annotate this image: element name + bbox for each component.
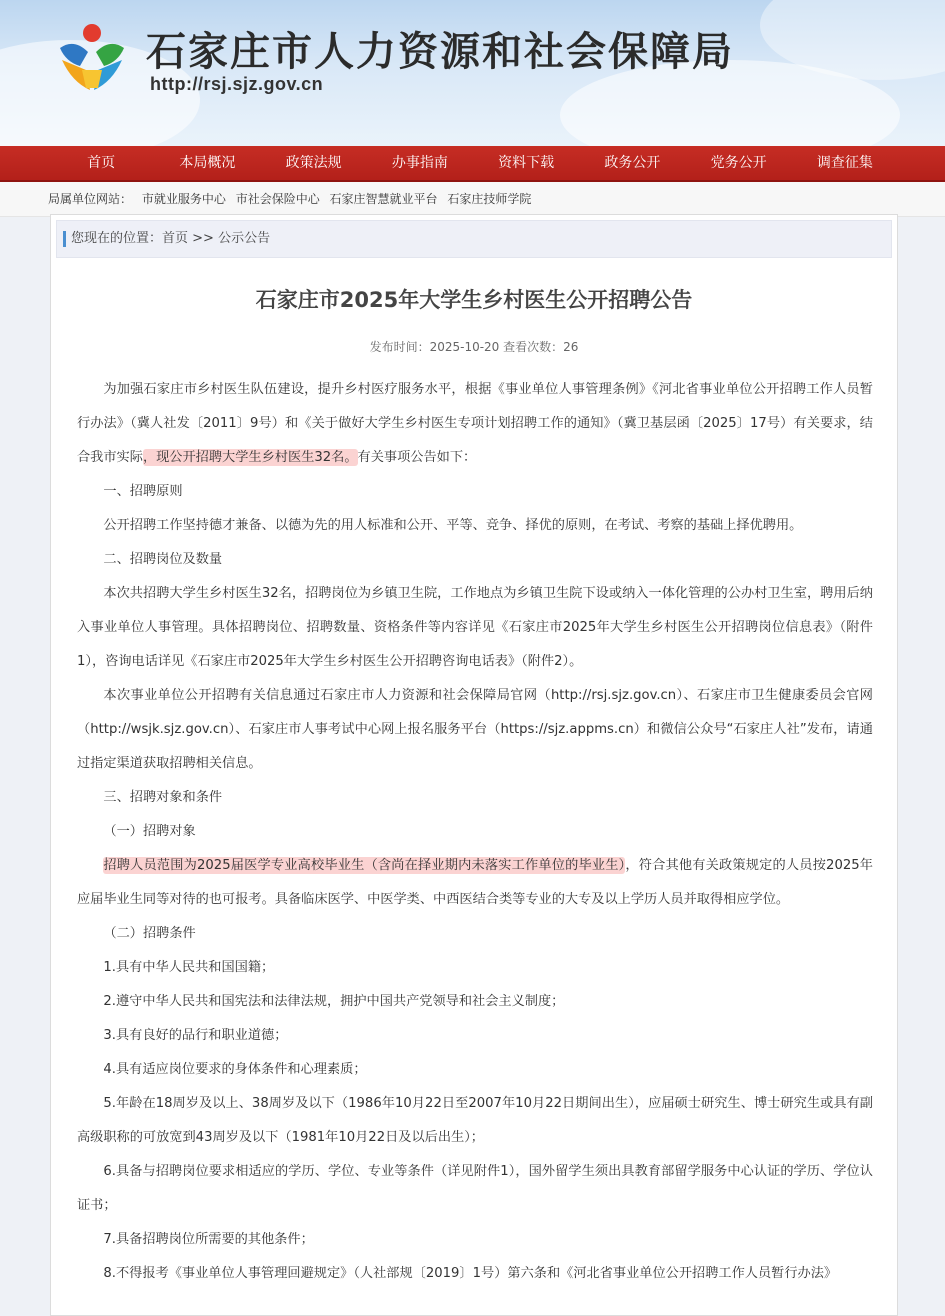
condition-item: 4.具有适应岗位要求的身体条件和心理素质； (103, 1062, 367, 1077)
subsection-heading: （二）招聘条件 (103, 926, 196, 941)
site-header (0, 0, 945, 146)
breadcrumb (56, 220, 892, 258)
nav-item-survey[interactable]: 调查征集 (816, 155, 873, 171)
section-heading: 二、招聘岗位及数量 (103, 552, 223, 567)
affiliated-link-employment-center[interactable]: 市就业服务中心 (141, 192, 226, 206)
nav-item-party-affairs[interactable]: 党务公开 (710, 155, 767, 171)
article-title: 石家庄市2025年大学生乡村医生公开招聘公告 (255, 288, 693, 312)
paragraph: 本次共招聘大学生乡村医生32名，招聘岗位为乡镇卫生院，工作地点为乡镇卫生院下设或纳入一体化管理的公办村卫生室，聘用后纳入事业单位人事管理。具体招聘岗位、招聘数量、资格条件等内容详见《石家庄市2025年大学生乡村医生公开招聘岗位信息表》（附件1），咨询电话详见《石家庄市2025年大学生乡村医生公开招聘咨询电话表》（附件2）。 (77, 586, 873, 669)
site-url[interactable]: http://rsj.sjz.gov.cn (150, 74, 324, 94)
breadcrumb-prefix: 您现在的位置： (71, 231, 163, 246)
paragraph: 本次事业单位公开招聘有关信息通过石家庄市人力资源和社会保障局官网（http://rsj.sjz.gov.cn）、石家庄市卫生健康委员会官网（http://wsjk.sjz.gov.cn）、石家庄市人事考试中心网上报名服务平台（https://sjz.appms.cn）和微信公众号“石家庄人社”发布，请通过指定渠道获取招聘相关信息。 (77, 688, 873, 771)
breadcrumb-separator: >> (188, 231, 219, 246)
condition-item: 1.具有中华人民共和国国籍； (103, 960, 275, 975)
nav-item-gov-affairs[interactable]: 政务公开 (604, 155, 661, 171)
condition-item: 3.具有良好的品行和职业道德； (103, 1028, 288, 1043)
paragraph: 为加强石家庄市乡村医生队伍建设，提升乡村医疗服务水平，根据《事业单位人事管理条例》《河北省事业单位公开招聘工作人员暂行办法》（冀人社发〔2011〕9号）和《关于做好大学生乡村医生专项计划招聘工作的通知》（冀卫基层函〔2025〕17号）有关要求，结合我市实际，现公开招聘大学生乡村医生32名。有关事项公告如下： (77, 382, 873, 465)
section-heading: 一、招聘原则 (103, 484, 183, 499)
content-panel (50, 214, 898, 1316)
article-meta: 发布时间：2025-10-20 查看次数：26 (369, 340, 579, 354)
highlight-text: ，现公开招聘大学生乡村医生32名。 (142, 450, 358, 465)
site-title: 石家庄市人力资源和社会保障局 (146, 28, 734, 75)
highlight-text: 招聘人员范围为2025届医学专业高校毕业生（含尚在择业期内未落实工作单位的毕业生） (103, 858, 626, 873)
nav-item-about[interactable]: 本局概况 (179, 155, 236, 171)
nav-item-home[interactable]: 首页 (87, 155, 116, 171)
affiliated-sites-label: 局属单位网站： (48, 192, 133, 206)
affiliated-link-social-insurance[interactable]: 市社会保险中心 (235, 192, 320, 206)
nav-item-downloads[interactable]: 资料下载 (498, 155, 555, 171)
subsection-heading: （一）招聘对象 (103, 824, 196, 839)
site-logo-icon (52, 18, 132, 96)
nav-item-policy[interactable]: 政策法规 (285, 155, 342, 171)
condition-item: 7.具备招聘岗位所需要的其他条件； (103, 1232, 314, 1247)
condition-item: 8.不得报考《事业单位人事管理回避规定》（人社部规〔2019〕1号）第六条和《河北省事业单位公开招聘工作人员暂行办法》 (103, 1266, 838, 1281)
condition-item: 2.遵守中华人民共和国宪法和法律法规，拥护中国共产党领导和社会主义制度； (103, 994, 565, 1009)
nav-item-guide[interactable]: 办事指南 (391, 155, 448, 171)
breadcrumb-home-link[interactable]: 首页 (162, 231, 189, 246)
condition-item: 6.具备与招聘岗位要求相适应的学历、学位、专业等条件（详见附件1），国外留学生须出具教育部留学服务中心认证的学历、学位认证书； (77, 1164, 873, 1213)
paragraph: 公开招聘工作坚持德才兼备、以德为先的用人标准和公开、平等、竞争、择优的原则，在考试、考察的基础上择优聘用。 (103, 518, 803, 533)
breadcrumb-current-link[interactable]: 公示公告 (218, 231, 271, 246)
condition-item: 5.年龄在18周岁及以上、38周岁及以下（1986年10月22日至2007年10月22日期间出生），应届硕士研究生、博士研究生或具有副高级职称的可放宽到43周岁及以下（1981年10月22日及以后出生）； (77, 1096, 873, 1145)
article-body (51, 373, 897, 1291)
affiliated-link-technician-college[interactable]: 石家庄技师学院 (447, 192, 532, 206)
main-nav (0, 146, 945, 182)
affiliated-sites-bar (0, 182, 945, 217)
affiliated-link-smart-employment[interactable]: 石家庄智慧就业平台 (329, 192, 438, 206)
section-heading: 三、招聘对象和条件 (103, 790, 223, 805)
paragraph: 招聘人员范围为2025届医学专业高校毕业生（含尚在择业期内未落实工作单位的毕业生），符合其他有关政策规定的人员按2025年应届毕业生同等对待的也可报考。具备临床医学、中医学类、中西医结合类等专业的大专及以上学历人员并取得相应学位。 (77, 858, 873, 907)
